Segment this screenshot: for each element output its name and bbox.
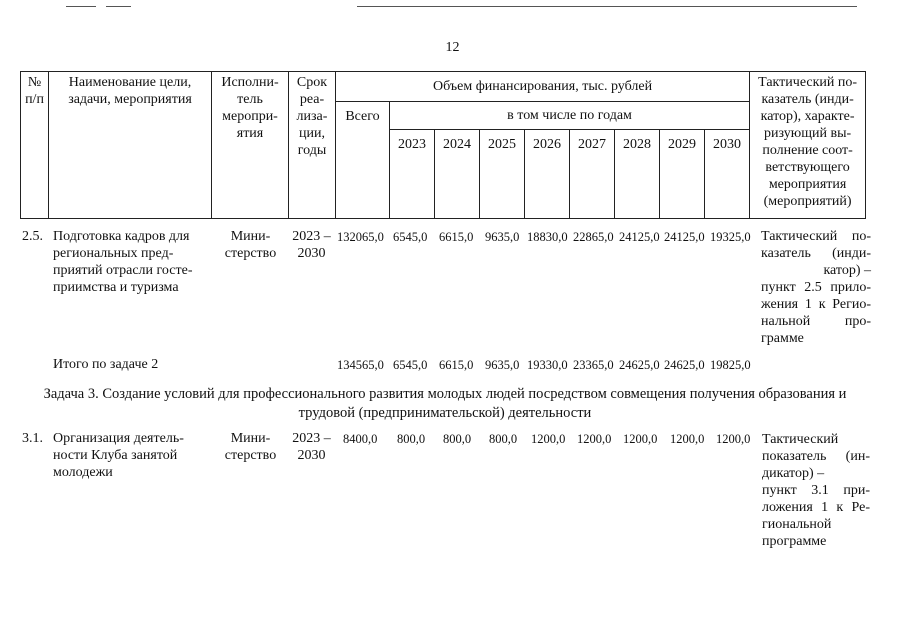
header-executor: Исполни- тель меропри- ятия	[212, 72, 289, 219]
row-3-1-value: 800,0	[397, 432, 426, 446]
header-year: 2024	[435, 130, 480, 219]
row-2-5-name: Подготовка кадров для региональных пред- приятий отрасли госте- приимства и туризма	[53, 229, 193, 295]
total-task2-value: 19825,0	[710, 358, 751, 372]
row-2-5-value: 24125,0	[664, 230, 705, 244]
header-year: 2025	[480, 130, 525, 219]
header-year: 2023	[390, 130, 435, 219]
row-3-1-total: 8400,0	[343, 432, 378, 446]
header-num: № п/п	[21, 72, 49, 219]
row-2-5-value: 22865,0	[573, 230, 614, 244]
task3-heading: Задача 3. Создание условий для профессионального развития молодых людей посредством совмещения получения образования и трудовой (предпринимательской) деятельности	[43, 386, 847, 421]
total-task2-value: 6615,0	[439, 358, 474, 372]
header-year: 2028	[615, 130, 660, 219]
total-task2-value: 6545,0	[393, 358, 428, 372]
row-3-1-value: 1200,0	[623, 432, 658, 446]
row-3-1-indicator: Тактический показатель (ин- дикатор) – пункт 3.1 при- ложения 1 к Ре- гиональной программе	[762, 432, 870, 549]
row-3-1-value: 800,0	[443, 432, 472, 446]
row-2-5-indicator: Тактический по- казатель (инди- катор) – пункт 2.5 прило- жения 1 к Регио- нальной про- грамме	[761, 229, 871, 346]
total-task2-value: 24625,0	[619, 358, 660, 372]
top-rule-left	[66, 6, 96, 7]
header-year: 2030	[705, 130, 750, 219]
row-2-5-value: 19325,0	[710, 230, 751, 244]
header-year: 2026	[525, 130, 570, 219]
header-by-years: в том числе по годам	[390, 102, 750, 130]
header-year: 2029	[660, 130, 705, 219]
row-3-1-value: 1200,0	[531, 432, 566, 446]
row-2-5-executor: Мини- стерство	[224, 229, 277, 261]
total-task2-value: 19330,0	[527, 358, 568, 372]
row-2-5-value: 24125,0	[619, 230, 660, 244]
header-funding-title: Объем финансирования, тыс. рублей	[336, 72, 750, 102]
funding-table-header	[20, 71, 866, 219]
total-task2-value: 9635,0	[485, 358, 520, 372]
header-year: 2027	[570, 130, 615, 219]
row-2-5-total: 132065,0	[337, 230, 384, 244]
row-3-1-value: 1200,0	[716, 432, 751, 446]
row-3-1-value: 800,0	[489, 432, 518, 446]
header-indicator: Тактический по- казатель (инди- катор), характе- ризующий вы- полнение соот- ветствующего мероприятия (мероприятий)	[750, 72, 866, 219]
total-task2-label: Итого по задаче 2	[53, 357, 159, 372]
row-3-1-executor: Мини- стерство	[224, 431, 277, 463]
row-2-5-term: 2023 – 2030	[292, 229, 331, 261]
row-2-5-value: 9635,0	[485, 230, 520, 244]
top-rule-right	[357, 6, 857, 7]
row-2-5-value: 6615,0	[439, 230, 474, 244]
row-3-1-value: 1200,0	[670, 432, 705, 446]
row-3-1-num: 3.1.	[22, 431, 43, 446]
page-number: 12	[445, 40, 460, 55]
header-name: Наименование цели, задачи, мероприятия	[49, 72, 212, 219]
header-term: Срок реа- лиза- ции, годы	[289, 72, 336, 219]
total-task2-value: 23365,0	[573, 358, 614, 372]
total-task2-value: 24625,0	[664, 358, 705, 372]
row-2-5-num: 2.5.	[22, 229, 43, 244]
total-task2-total: 134565,0	[337, 358, 384, 372]
row-3-1-term: 2023 – 2030	[292, 431, 331, 463]
header-total: Всего	[336, 102, 390, 219]
top-rule-mid	[106, 6, 131, 7]
row-2-5-value: 6545,0	[393, 230, 428, 244]
row-2-5-value: 18830,0	[527, 230, 568, 244]
row-3-1-value: 1200,0	[577, 432, 612, 446]
row-3-1-name: Организация деятель- ности Клуба занятой молодежи	[53, 431, 184, 480]
